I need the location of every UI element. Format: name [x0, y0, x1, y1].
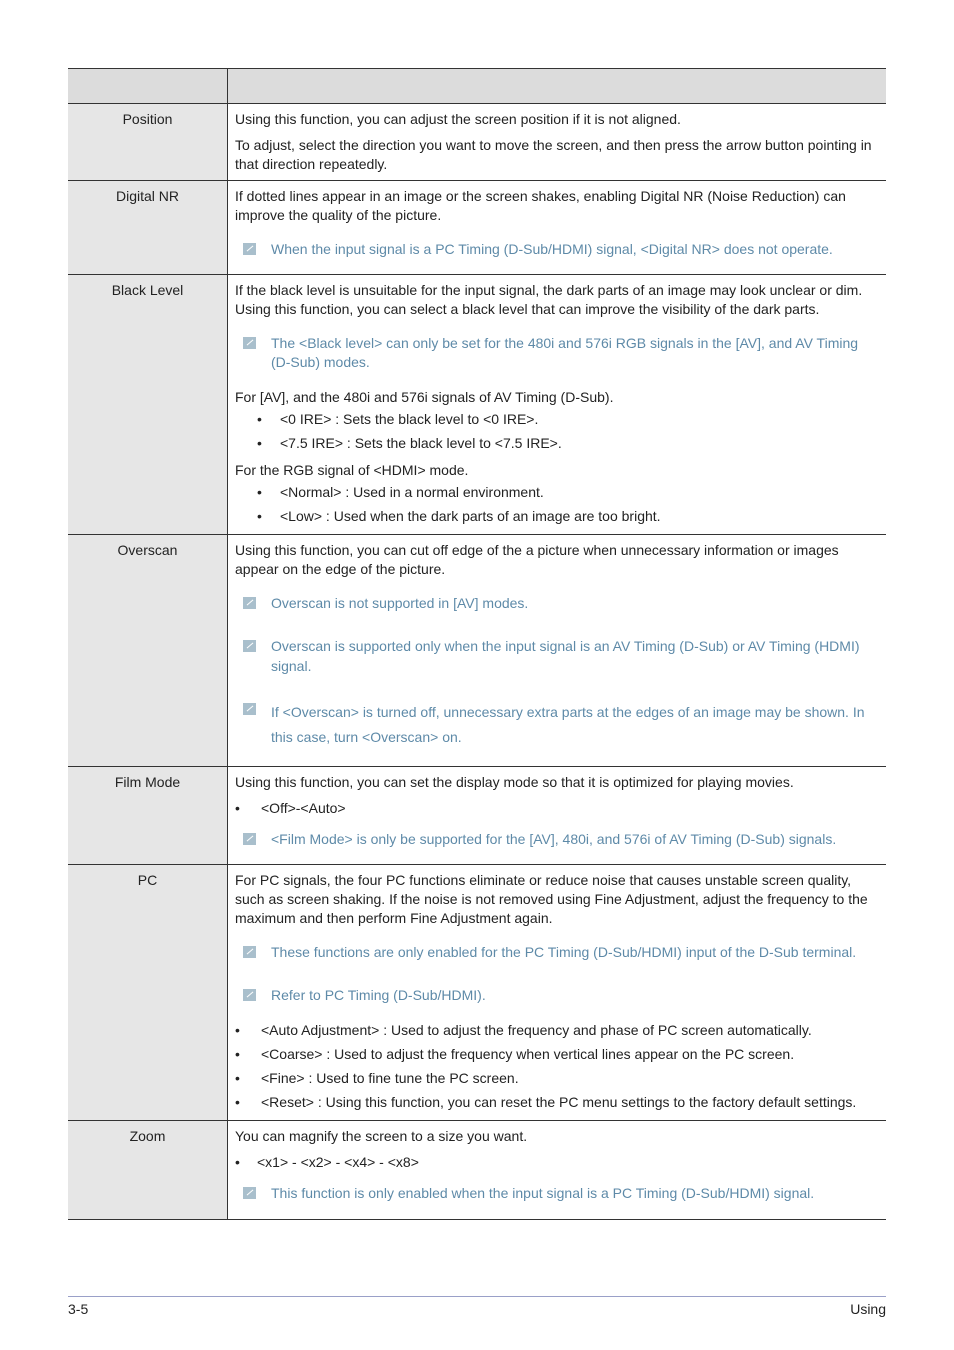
note-text: These functions are only enabled for the PC Timing (D-Sub/HDMI) input of the D-Sub terminal.	[271, 943, 857, 960]
header-cell-name	[68, 69, 228, 103]
row-description	[228, 767, 886, 864]
note	[235, 700, 876, 750]
list-item: • <Auto Adjustment> : Used to adjust the frequency and phase of PC screen automatically.	[235, 1018, 876, 1042]
note-icon	[243, 1187, 256, 1199]
row-name: Zoom	[68, 1121, 228, 1220]
note-icon	[243, 243, 256, 255]
note-text: When the input signal is a PC Timing (D-Sub/HDMI) signal, <Digital NR> does not operate.	[271, 241, 833, 257]
note	[235, 830, 876, 850]
note-icon	[243, 337, 256, 349]
table-row-digital-nr	[68, 181, 886, 275]
list-item: • <Coarse> : Used to adjust the frequency when vertical lines appear on the PC screen.	[235, 1042, 876, 1066]
note	[235, 637, 876, 676]
paragraph: For [AV], and the 480i and 576i signals of AV Timing (D-Sub).	[235, 388, 614, 405]
list-item: • <Fine> : Used to fine tune the PC screen.	[235, 1066, 876, 1090]
list-item: • <x1> - <x2> - <x4> - <x8>	[235, 1150, 876, 1174]
note	[235, 1184, 876, 1204]
note-icon	[243, 703, 256, 715]
note-text: The <Black level> can only be set for the 480i and 576i RGB signals in the [AV], and AV Timing (D-Sub) modes.	[271, 334, 859, 370]
note	[235, 943, 876, 963]
note-text: If <Overscan> is turned off, unnecessary extra parts at the edges of an image may be shown. In this case, turn <Overscan> on.	[271, 704, 865, 745]
note-text: <Film Mode> is only be supported for the [AV], 480i, and 576i of AV Timing (D-Sub) signals.	[271, 831, 837, 847]
paragraph: If dotted lines appear in an image or the screen shakes, enabling Digital NR (Noise Reduction) can improve the quality of the picture.	[235, 188, 846, 223]
bullet-list	[235, 480, 876, 528]
bullet-list	[235, 1150, 876, 1174]
list-item: • <0 IRE> : Sets the black level to <0 IRE>.	[235, 407, 876, 431]
table-row-position	[68, 104, 886, 181]
list-item: • <Low> : Used when the dark parts of an image are too bright.	[235, 504, 876, 528]
paragraph: Using this function, you can cut off edge of the a picture when unnecessary information or images appear on the edge of the picture.	[235, 541, 839, 577]
paragraph: Using this function, you can adjust the screen position if it is not aligned.	[235, 111, 681, 127]
row-name: Film Mode	[68, 767, 228, 864]
table-row-film-mode	[68, 767, 886, 865]
table-row-overscan	[68, 535, 886, 768]
page-footer	[68, 1296, 886, 1317]
note-icon	[243, 946, 256, 958]
paragraph: If the black level is unsuitable for the input signal, the dark parts of an image may look unclear or dim. Using this function, you can select a black level that can improve the visibility of the dark parts.	[235, 281, 863, 317]
row-description	[228, 275, 886, 534]
note	[235, 594, 876, 614]
row-name: Overscan	[68, 535, 228, 767]
row-name: Position	[68, 104, 228, 180]
bullet-list	[235, 407, 876, 455]
list-item: • <Reset> : Using this function, you can reset the PC menu settings to the factory default settings.	[235, 1090, 876, 1114]
note-text: Overscan is supported only when the input signal is an AV Timing (D-Sub) or AV Timing (HDMI) signal.	[271, 638, 860, 674]
row-description	[228, 1121, 886, 1220]
section-name: Using	[850, 1301, 886, 1317]
list-item: • <7.5 IRE> : Sets the black level to <7.5 IRE>.	[235, 431, 876, 455]
row-name: PC	[68, 865, 228, 1120]
note-icon	[243, 833, 256, 845]
header-cell-description	[228, 69, 886, 103]
note-text: Overscan is not supported in [AV] modes.	[271, 594, 529, 611]
note	[235, 986, 876, 1006]
row-name: Black Level	[68, 275, 228, 534]
list-item: • <Off>-<Auto>	[235, 796, 876, 820]
settings-table	[68, 68, 886, 1220]
table-row-black-level	[68, 275, 886, 535]
row-description	[228, 535, 886, 767]
table-row-pc	[68, 865, 886, 1121]
note-icon	[243, 989, 256, 1001]
paragraph: Using this function, you can set the display mode so that it is optimized for playing movies.	[235, 774, 794, 790]
list-item: • <Normal> : Used in a normal environment.	[235, 480, 876, 504]
note	[235, 240, 876, 260]
note-text: Refer to PC Timing (D-Sub/HDMI).	[271, 987, 486, 1003]
bullet-list	[235, 796, 876, 820]
paragraph: To adjust, select the direction you want to move the screen, and then press the arrow button pointing in that direction repeatedly.	[235, 137, 872, 172]
row-name: Digital NR	[68, 181, 228, 274]
page-number: 3-5	[68, 1301, 89, 1317]
row-description	[228, 181, 886, 274]
row-description	[228, 104, 886, 180]
note-icon	[243, 640, 256, 652]
table-row-zoom	[68, 1121, 886, 1221]
note-icon	[243, 597, 256, 609]
paragraph: For the RGB signal of <HDMI> mode.	[235, 461, 469, 478]
note-text: This function is only enabled when the input signal is a PC Timing (D-Sub/HDMI) signal.	[271, 1184, 815, 1201]
table-header-row	[68, 69, 886, 104]
note	[235, 334, 876, 373]
bullet-list	[235, 1018, 876, 1114]
paragraph: For PC signals, the four PC functions eliminate or reduce noise that causes unstable screen quality, such as screen shaking. If the noise is not removed using Fine Adjustment, adjust the frequency to the maximum and then perform Fine Adjustment again.	[235, 871, 868, 926]
row-description	[228, 865, 886, 1120]
paragraph: You can magnify the screen to a size you want.	[235, 1127, 528, 1144]
